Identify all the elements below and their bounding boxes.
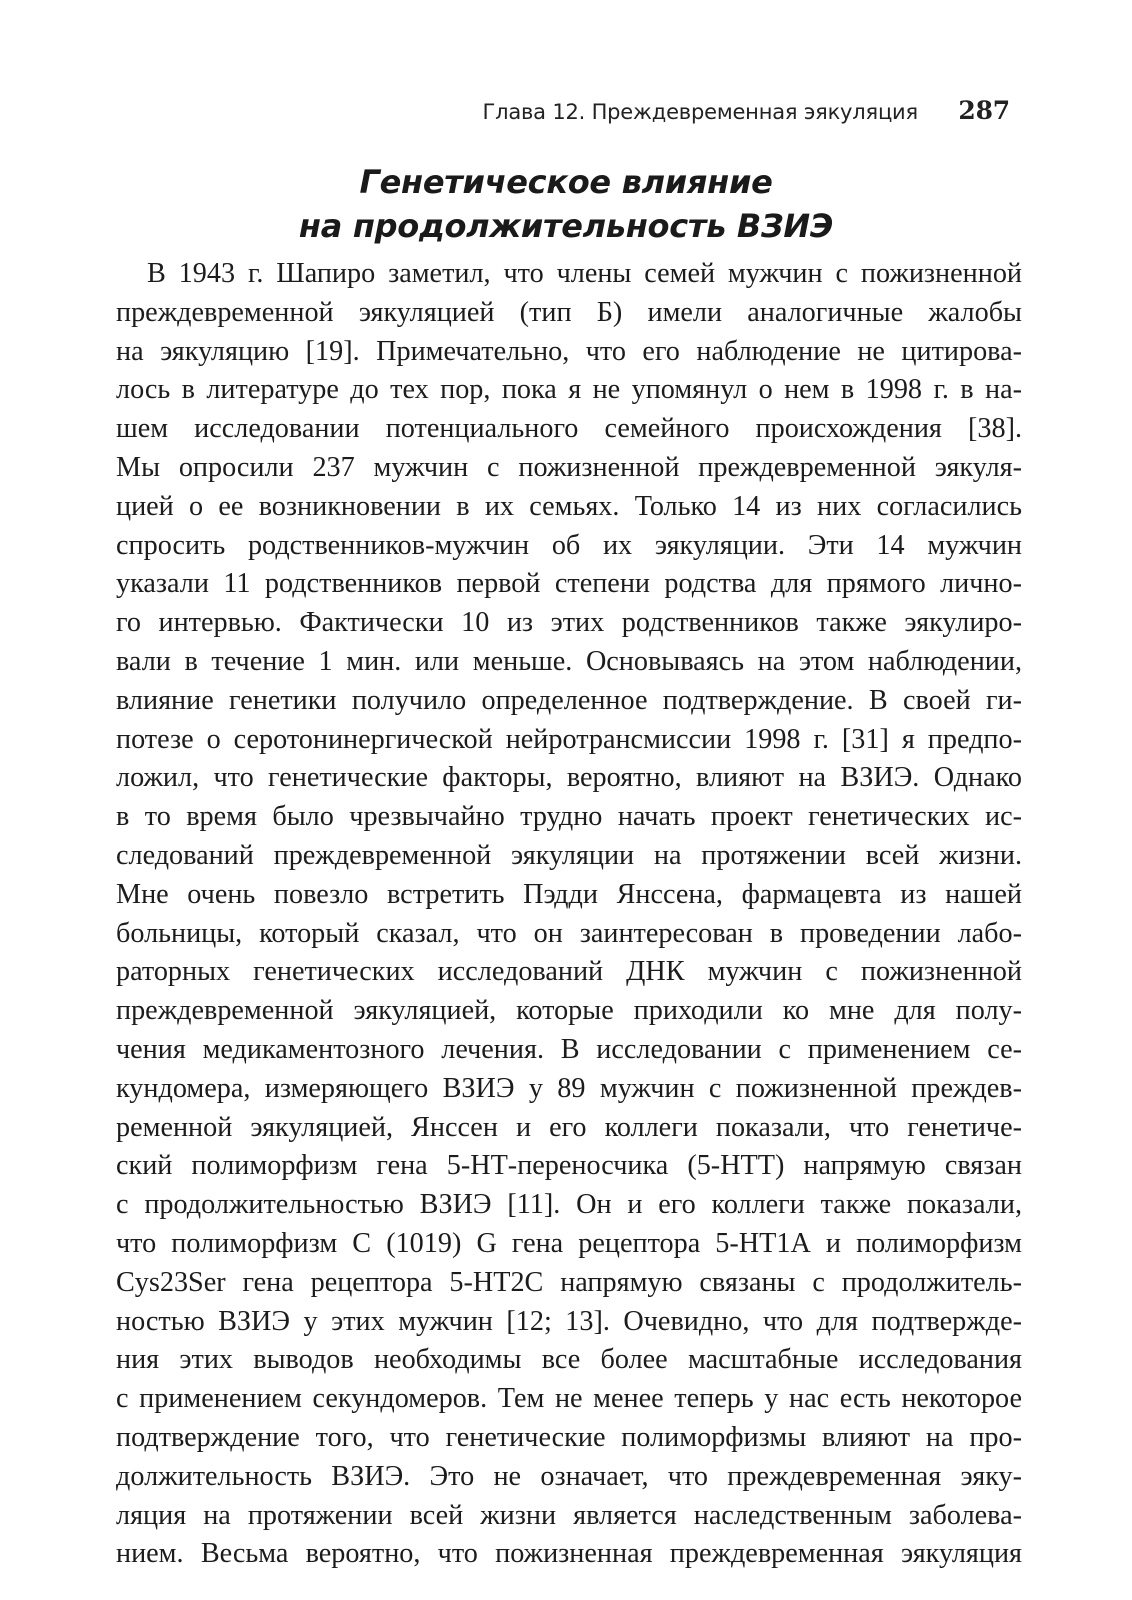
- text-line: кундомера, измеряющего ВЗИЭ у 89 мужчин с пожизненной преждев-: [116, 1072, 1022, 1104]
- text-line: ляция на протяжении всей жизни является наследственным заболева-: [116, 1499, 1022, 1531]
- text-line: Cys23Ser гена рецептора 5-НТ2С напрямую связаны с продолжитель-: [116, 1266, 1022, 1298]
- text-line: с применением секундомеров. Тем не менее теперь у нас есть некоторое: [116, 1383, 1022, 1415]
- text-line: Мы опросили 237 мужчин с пожизненной преждевременной эякуля-: [116, 451, 1022, 483]
- text-line: ский полиморфизм гена 5-НТ-переносчика (5-НТТ) напрямую связан: [116, 1150, 1022, 1182]
- text-line: ложил, что генетические факторы, вероятно, влияют на ВЗИЭ. Однако: [116, 762, 1022, 794]
- text-line: подтверждение того, что генетические полиморфизмы влияют на про-: [116, 1421, 1022, 1453]
- text-line: цией о ее возникновении в их семьях. Только 14 из них согласились: [116, 490, 1022, 522]
- text-line: на эякуляцию [19]. Примечательно, что его наблюдение не цитирова-: [116, 335, 1022, 367]
- text-line: вали в течение 1 мин. или меньше. Основываясь на этом наблюдении,: [116, 645, 1022, 677]
- text-line: указали 11 родственников первой степени родства для прямого лично-: [116, 568, 1022, 600]
- section-title-line: на продолжительность ВЗИЭ: [298, 207, 834, 245]
- text-line: преждевременной эякуляцией (тип Б) имели аналогичные жалобы: [116, 296, 1022, 328]
- text-line: раторных генетических исследований ДНК мужчин с пожизненной: [116, 956, 1022, 988]
- text-line: с продолжительностью ВЗИЭ [11]. Он и его коллеги также показали,: [116, 1189, 1022, 1221]
- page-number: 287: [958, 96, 1010, 125]
- chapter-title: Глава 12. Преждевременная эякуляция: [482, 100, 918, 124]
- text-line: В 1943 г. Шапиро заметил, что члены семей мужчин с пожизненной: [147, 258, 1022, 289]
- text-line: нием. Весьма вероятно, что пожизненная преждевременная эякуляция: [116, 1538, 1022, 1570]
- text-line: ния этих выводов необходимы все более масштабные исследования: [116, 1344, 1022, 1376]
- text-line: го интервью. Фактически 10 из этих родственников также эякулиро-: [116, 607, 1022, 639]
- text-line: следований преждевременной эякуляции на протяжении всей жизни.: [116, 839, 1022, 871]
- text-line: чения медикаментозного лечения. В исследовании с применением се-: [116, 1033, 1022, 1065]
- text-line: влияние генетики получило определенное подтверждение. В своей ги-: [116, 684, 1022, 716]
- text-line: потезе о серотонинергической нейротрансмиссии 1998 г. [31] я предпо-: [116, 723, 1022, 755]
- text-line: в то время было чрезвычайно трудно начать проект генетических ис-: [116, 801, 1022, 833]
- section-title: [0, 160, 1132, 248]
- text-line: преждевременной эякуляцией, которые приходили ко мне для полу-: [116, 995, 1022, 1027]
- text-line: ременной эякуляцией, Янссен и его коллеги показали, что генетиче-: [116, 1111, 1022, 1143]
- text-line: ностью ВЗИЭ у этих мужчин [12; 13]. Очевидно, что для подтвержде-: [116, 1305, 1022, 1337]
- text-line: спросить родственников-мужчин об их эякуляции. Эти 14 мужчин: [116, 529, 1022, 561]
- text-line: лось в литературе до тех пор, пока я не упомянул о нем в 1998 г. в на-: [116, 374, 1022, 406]
- section-title-line: Генетическое влияние: [359, 163, 773, 201]
- text-line: больницы, который сказал, что он заинтересован в проведении лабо-: [116, 917, 1022, 949]
- text-line: должительность ВЗИЭ. Это не означает, что преждевременная эяку-: [116, 1460, 1022, 1492]
- text-line: Мне очень повезло встретить Пэдди Янссена, фармацевта из нашей: [116, 878, 1022, 910]
- text-line: что полиморфизм С (1019) G гена рецептора 5-НТ1А и полиморфизм: [116, 1227, 1022, 1259]
- running-head: [483, 96, 1011, 125]
- text-line: шем исследовании потенциального семейного происхождения [38].: [116, 413, 1022, 445]
- body-paragraph: [116, 255, 1022, 1574]
